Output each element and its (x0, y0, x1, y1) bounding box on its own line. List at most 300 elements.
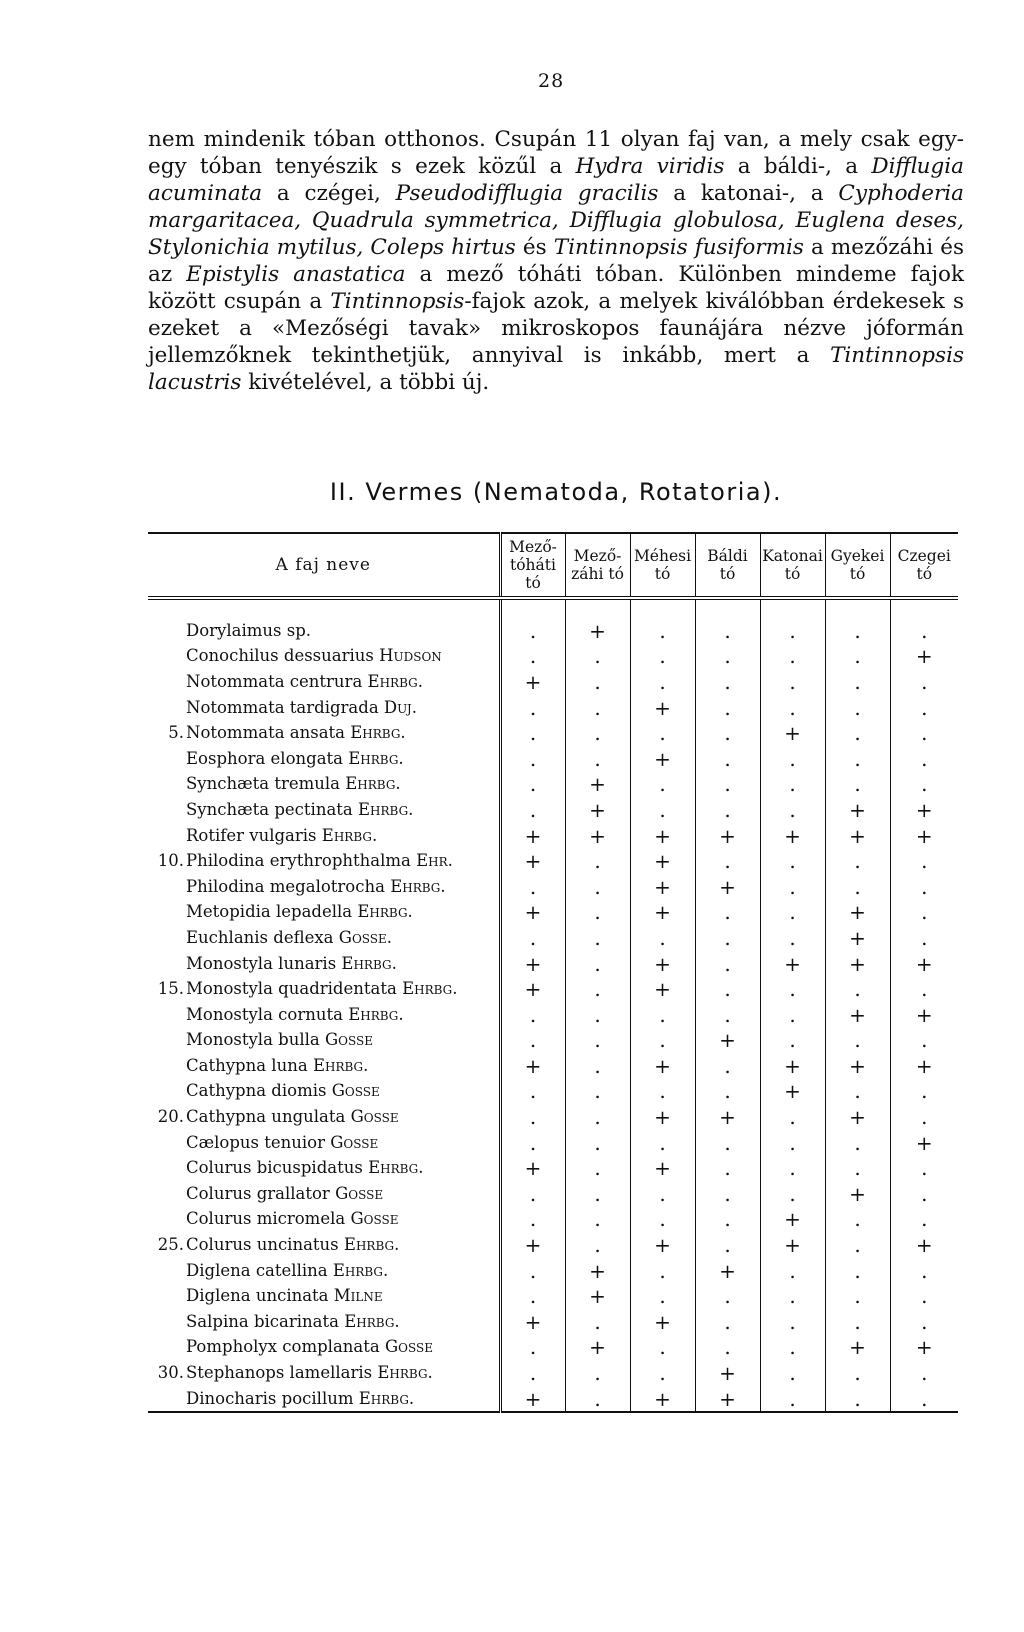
header-line: tóháti (510, 556, 556, 574)
absence-mark: . (630, 1181, 695, 1207)
presence-mark: + (825, 1053, 890, 1079)
table-row (148, 598, 958, 644)
species-name: Colurus bicuspidatus (186, 1158, 369, 1178)
presence-mark: + (565, 823, 630, 849)
header-line: tó (719, 565, 736, 583)
absence-mark: . (760, 1002, 825, 1028)
absence-mark: . (695, 900, 760, 926)
absence-mark: . (630, 720, 695, 746)
presence-mark: + (825, 1002, 890, 1028)
absence-mark: . (825, 669, 890, 695)
absence-mark: . (890, 1258, 958, 1284)
header-lake-2 (565, 533, 630, 598)
absence-mark: . (760, 925, 825, 951)
row-number: 30. (157, 1363, 184, 1383)
absence-mark: . (695, 1181, 760, 1207)
absence-mark: . (760, 1258, 825, 1284)
species-author: Ehrbg. (390, 876, 446, 896)
species-name: Cathypna diomis (186, 1081, 332, 1101)
absence-mark: . (825, 720, 890, 746)
species-name: Colurus uncinatus (186, 1235, 344, 1255)
presence-mark: + (500, 1232, 565, 1258)
presence-mark: + (760, 951, 825, 977)
species-author: Ehrbg. (348, 1004, 404, 1024)
absence-mark: . (760, 1386, 825, 1413)
absence-mark: . (630, 1335, 695, 1361)
absence-mark: . (500, 772, 565, 798)
species-author: Gosse (335, 1183, 384, 1203)
species-author: Ehrbg. (402, 979, 458, 999)
absence-mark: . (500, 695, 565, 721)
species-name: Colurus grallator (186, 1183, 336, 1203)
absence-mark: . (825, 598, 890, 644)
species-author: Ehrbg. (312, 1055, 369, 1075)
absence-mark: . (565, 720, 630, 746)
species-name-italic: Difflugia acuminata (148, 154, 964, 206)
absence-mark: . (890, 925, 958, 951)
presence-mark: + (760, 720, 825, 746)
absence-mark: . (890, 848, 958, 874)
row-number: 20. (157, 1107, 184, 1127)
absence-mark: . (890, 1155, 958, 1181)
absence-mark: . (630, 1207, 695, 1233)
species-author: Ehrbg. (367, 671, 423, 691)
absence-mark: . (630, 1130, 695, 1156)
species-name-italic: Tintinnopsis (330, 289, 465, 314)
absence-mark: . (760, 874, 825, 900)
species-name: Monostyla quadridentata (186, 979, 403, 999)
absence-mark: . (695, 1335, 760, 1361)
table-row (148, 1232, 958, 1258)
absence-mark: . (500, 1335, 565, 1361)
table-row (148, 1104, 958, 1130)
absence-mark: . (565, 1386, 630, 1413)
table-row (148, 900, 958, 926)
absence-mark: . (890, 1028, 958, 1054)
absence-mark: . (825, 848, 890, 874)
absence-mark: . (565, 1155, 630, 1181)
presence-mark: + (630, 1309, 695, 1335)
absence-mark: . (760, 1309, 825, 1335)
absence-mark: . (565, 900, 630, 926)
table-row (148, 874, 958, 900)
absence-mark: . (825, 1283, 890, 1309)
presence-mark: + (500, 1386, 565, 1413)
species-name: Euchlanis deflexa (186, 927, 339, 947)
header-lake-1 (500, 533, 565, 598)
presence-mark: + (565, 1283, 630, 1309)
header-line: Méhesi (633, 547, 692, 565)
absence-mark: . (825, 1232, 890, 1258)
presence-mark: + (695, 1258, 760, 1284)
species-name-cell (148, 1028, 500, 1054)
paragraph-run: a czégei, (262, 181, 396, 206)
table-header-row (148, 533, 958, 598)
paragraph-run: kivételével, a többi új. (241, 370, 490, 395)
absence-mark: . (500, 1028, 565, 1054)
presence-mark: + (890, 797, 958, 823)
absence-mark: . (630, 797, 695, 823)
paragraph-run: a katonai-, a (658, 181, 839, 206)
species-name-italic: Hydra viridis (575, 154, 725, 179)
absence-mark: . (890, 1360, 958, 1386)
presence-mark: + (565, 772, 630, 798)
presence-mark: + (565, 1335, 630, 1361)
presence-mark: + (890, 644, 958, 670)
table-row (148, 772, 958, 798)
presence-mark: + (630, 874, 695, 900)
absence-mark: . (695, 925, 760, 951)
header-lake-6 (825, 533, 890, 598)
species-name-cell (148, 695, 500, 721)
absence-mark: . (695, 746, 760, 772)
species-name-cell (148, 848, 500, 874)
table-row (148, 1130, 958, 1156)
table-row (148, 1155, 958, 1181)
absence-mark: . (500, 598, 565, 644)
species-author: Ehrbg. (344, 1311, 400, 1331)
absence-mark: . (500, 1207, 565, 1233)
absence-mark: . (565, 951, 630, 977)
species-author: Ehrbg. (341, 953, 397, 973)
absence-mark: . (630, 925, 695, 951)
species-name-cell (148, 669, 500, 695)
absence-mark: . (500, 874, 565, 900)
species-name: Diglena uncinata (186, 1286, 334, 1306)
absence-mark: . (890, 1079, 958, 1105)
row-number: 25. (157, 1235, 184, 1255)
table-row (148, 1258, 958, 1284)
absence-mark: . (565, 1360, 630, 1386)
paragraph-run: a báldi-, a (724, 154, 872, 179)
presence-mark: + (890, 1335, 958, 1361)
species-name: Cathypna luna (186, 1055, 313, 1075)
species-name-cell (148, 951, 500, 977)
species-name-cell (148, 746, 500, 772)
presence-mark: + (695, 1386, 760, 1413)
absence-mark: . (500, 1258, 565, 1284)
presence-mark: + (890, 1232, 958, 1258)
absence-mark: . (630, 1258, 695, 1284)
absence-mark: . (565, 1181, 630, 1207)
header-lake-5 (760, 533, 825, 598)
species-name-cell (148, 1386, 500, 1413)
absence-mark: . (760, 1155, 825, 1181)
absence-mark: . (565, 1309, 630, 1335)
absence-mark: . (565, 874, 630, 900)
absence-mark: . (825, 1207, 890, 1233)
species-name-cell (148, 644, 500, 670)
absence-mark: . (565, 746, 630, 772)
table-row (148, 848, 958, 874)
absence-mark: . (890, 1386, 958, 1413)
species-name: Colurus micromela (186, 1209, 351, 1229)
table-body (148, 598, 958, 1412)
presence-mark: + (500, 823, 565, 849)
presence-mark: + (630, 951, 695, 977)
absence-mark: . (825, 976, 890, 1002)
presence-mark: + (500, 1309, 565, 1335)
species-name-cell (148, 1104, 500, 1130)
absence-mark: . (500, 1181, 565, 1207)
header-line: záhi tó (571, 565, 624, 583)
table-row (148, 976, 958, 1002)
species-name: Eosphora elongata (186, 748, 349, 768)
species-name-cell (148, 1335, 500, 1361)
paragraph-text (148, 126, 964, 396)
species-table (148, 532, 958, 1413)
species-name-cell (148, 1079, 500, 1105)
absence-mark: . (695, 1079, 760, 1105)
presence-mark: + (630, 1053, 695, 1079)
absence-mark: . (695, 720, 760, 746)
absence-mark: . (760, 1283, 825, 1309)
presence-mark: + (760, 823, 825, 849)
absence-mark: . (890, 695, 958, 721)
species-name-italic: Epistylis anastatica (186, 262, 406, 287)
absence-mark: . (890, 772, 958, 798)
absence-mark: . (630, 1002, 695, 1028)
paragraph-run: a mező tóháti tóban. Különben mindeme fajok között csupán a (148, 262, 964, 314)
absence-mark: . (695, 1053, 760, 1079)
table-row (148, 1283, 958, 1309)
presence-mark: + (825, 797, 890, 823)
species-name-cell (148, 1232, 500, 1258)
presence-mark: + (565, 598, 630, 644)
presence-mark: + (760, 1053, 825, 1079)
presence-mark: + (500, 669, 565, 695)
header-line: Báldi (707, 547, 748, 565)
absence-mark: . (825, 1155, 890, 1181)
header-line: tó (849, 565, 866, 583)
presence-mark: + (630, 823, 695, 849)
absence-mark: . (890, 874, 958, 900)
species-name-cell (148, 1360, 500, 1386)
absence-mark: . (695, 1207, 760, 1233)
absence-mark: . (500, 797, 565, 823)
species-author: Ehr. (416, 851, 453, 871)
header-line: tó (916, 565, 933, 583)
presence-mark: + (630, 1104, 695, 1130)
species-author: Gosse. (338, 927, 393, 947)
absence-mark: . (760, 1130, 825, 1156)
species-name-cell (148, 925, 500, 951)
species-author: Ehrbg. (343, 1235, 400, 1255)
header-lake-3 (630, 533, 695, 598)
species-author: Milne (333, 1286, 383, 1306)
presence-mark: + (630, 848, 695, 874)
species-name: Conochilus dessuarius (186, 646, 380, 666)
absence-mark: . (695, 951, 760, 977)
header-line: tó (525, 574, 541, 592)
presence-mark: + (825, 823, 890, 849)
presence-mark: + (760, 1079, 825, 1105)
species-name-cell (148, 772, 500, 798)
presence-mark: + (890, 1053, 958, 1079)
absence-mark: . (565, 1079, 630, 1105)
species-name: Pompholyx complanata (186, 1337, 385, 1357)
absence-mark: . (825, 1258, 890, 1284)
absence-mark: . (760, 695, 825, 721)
presence-mark: + (890, 1130, 958, 1156)
absence-mark: . (760, 1360, 825, 1386)
paragraph-run: a mezőzáhi és az (148, 235, 964, 287)
absence-mark: . (630, 1283, 695, 1309)
presence-mark: + (695, 1360, 760, 1386)
header-line: Mező- (573, 547, 622, 565)
presence-mark: + (500, 1053, 565, 1079)
table-row (148, 951, 958, 977)
presence-mark: + (760, 1207, 825, 1233)
species-name-cell (148, 1309, 500, 1335)
absence-mark: . (760, 1335, 825, 1361)
species-name: Philodina megalotrocha (186, 876, 391, 896)
absence-mark: . (825, 874, 890, 900)
presence-mark: + (630, 746, 695, 772)
presence-mark: + (695, 1028, 760, 1054)
header-lake-4 (695, 533, 760, 598)
absence-mark: . (565, 925, 630, 951)
absence-mark: . (890, 976, 958, 1002)
absence-mark: . (565, 1232, 630, 1258)
presence-mark: + (695, 1104, 760, 1130)
absence-mark: . (890, 598, 958, 644)
absence-mark: . (500, 1130, 565, 1156)
absence-mark: . (695, 598, 760, 644)
species-author: Ehrbg. (368, 1158, 424, 1178)
presence-mark: + (760, 1232, 825, 1258)
absence-mark: . (565, 644, 630, 670)
absence-mark: . (695, 1002, 760, 1028)
body-paragraph (148, 126, 964, 396)
header-line: tó (784, 565, 801, 583)
absence-mark: . (695, 644, 760, 670)
absence-mark: . (565, 848, 630, 874)
species-name-cell (148, 900, 500, 926)
absence-mark: . (630, 644, 695, 670)
species-name-cell (148, 598, 500, 644)
species-name: Metopidia lepadella (186, 902, 358, 922)
species-name-cell (148, 874, 500, 900)
paragraph-run: -fajok azok, a melyek kiválóbban érdekesek s ezeket a «Mezőségi tavak» mikroskopos faunájára nézve jóformán jellemzőknek tekinthetjük, annyival is inkább, mert a (148, 289, 964, 368)
presence-mark: + (825, 900, 890, 926)
absence-mark: . (630, 669, 695, 695)
table-row (148, 644, 958, 670)
absence-mark: . (630, 772, 695, 798)
absence-mark: . (695, 848, 760, 874)
species-name: Dorylaimus sp. (186, 620, 312, 640)
species-name: Salpina bicarinata (186, 1311, 345, 1331)
species-name-italic: Tintinnopsis lacustris (148, 343, 964, 395)
absence-mark: . (825, 644, 890, 670)
species-name-cell (148, 1283, 500, 1309)
absence-mark: . (565, 1053, 630, 1079)
species-author: Gosse (330, 1132, 379, 1152)
absence-mark: . (760, 848, 825, 874)
species-name: Notommata tardigrada (186, 697, 384, 717)
absence-mark: . (695, 669, 760, 695)
species-name: Diglena catellina (186, 1260, 333, 1280)
table-row (148, 1386, 958, 1413)
presence-mark: + (630, 976, 695, 1002)
presence-mark: + (500, 976, 565, 1002)
species-name: Notommata ansata (186, 723, 351, 743)
absence-mark: . (695, 1155, 760, 1181)
species-name-cell (148, 1181, 500, 1207)
absence-mark: . (695, 772, 760, 798)
header-line: Gyekei (830, 547, 885, 565)
table-row (148, 1079, 958, 1105)
absence-mark: . (760, 1104, 825, 1130)
presence-mark: + (500, 900, 565, 926)
absence-mark: . (890, 1104, 958, 1130)
absence-mark: . (565, 1002, 630, 1028)
species-author: Ehrbg. (345, 774, 401, 794)
table-row (148, 1181, 958, 1207)
table-row (148, 823, 958, 849)
absence-mark: . (630, 1028, 695, 1054)
table-row (148, 1002, 958, 1028)
table-row (148, 746, 958, 772)
table-row (148, 669, 958, 695)
absence-mark: . (695, 1283, 760, 1309)
species-author: Hudson (379, 646, 442, 666)
presence-mark: + (890, 823, 958, 849)
species-name: Synchæta pectinata (186, 799, 358, 819)
species-name: Dinocharis pocillum (186, 1388, 359, 1408)
species-author: Duj. (383, 697, 417, 717)
absence-mark: . (825, 746, 890, 772)
absence-mark: . (890, 1309, 958, 1335)
species-name-cell (148, 1207, 500, 1233)
table-row (148, 1335, 958, 1361)
absence-mark: . (825, 1360, 890, 1386)
absence-mark: . (630, 1079, 695, 1105)
absence-mark: . (890, 746, 958, 772)
absence-mark: . (825, 695, 890, 721)
absence-mark: . (565, 1028, 630, 1054)
species-author: Ehrbg. (377, 1363, 433, 1383)
presence-mark: + (825, 1335, 890, 1361)
species-name: Rotifer vulgaris (186, 825, 322, 845)
absence-mark: . (500, 925, 565, 951)
species-name-cell (148, 823, 500, 849)
presence-mark: + (825, 1104, 890, 1130)
species-name-cell (148, 1053, 500, 1079)
species-author: Gosse (350, 1107, 399, 1127)
absence-mark: . (760, 644, 825, 670)
species-author: Ehrbg. (332, 1260, 389, 1280)
absence-mark: . (890, 1283, 958, 1309)
species-author: Gosse (384, 1337, 433, 1357)
species-author: Gosse (325, 1030, 374, 1050)
absence-mark: . (695, 1232, 760, 1258)
species-name: Cathypna ungulata (186, 1107, 351, 1127)
absence-mark: . (630, 598, 695, 644)
absence-mark: . (890, 1181, 958, 1207)
presence-mark: + (695, 823, 760, 849)
absence-mark: . (760, 772, 825, 798)
absence-mark: . (565, 669, 630, 695)
absence-mark: . (695, 1309, 760, 1335)
table-row (148, 1309, 958, 1335)
presence-mark: + (825, 1181, 890, 1207)
presence-mark: + (825, 951, 890, 977)
table-row (148, 797, 958, 823)
absence-mark: . (890, 900, 958, 926)
species-name-cell (148, 1130, 500, 1156)
absence-mark: . (760, 746, 825, 772)
